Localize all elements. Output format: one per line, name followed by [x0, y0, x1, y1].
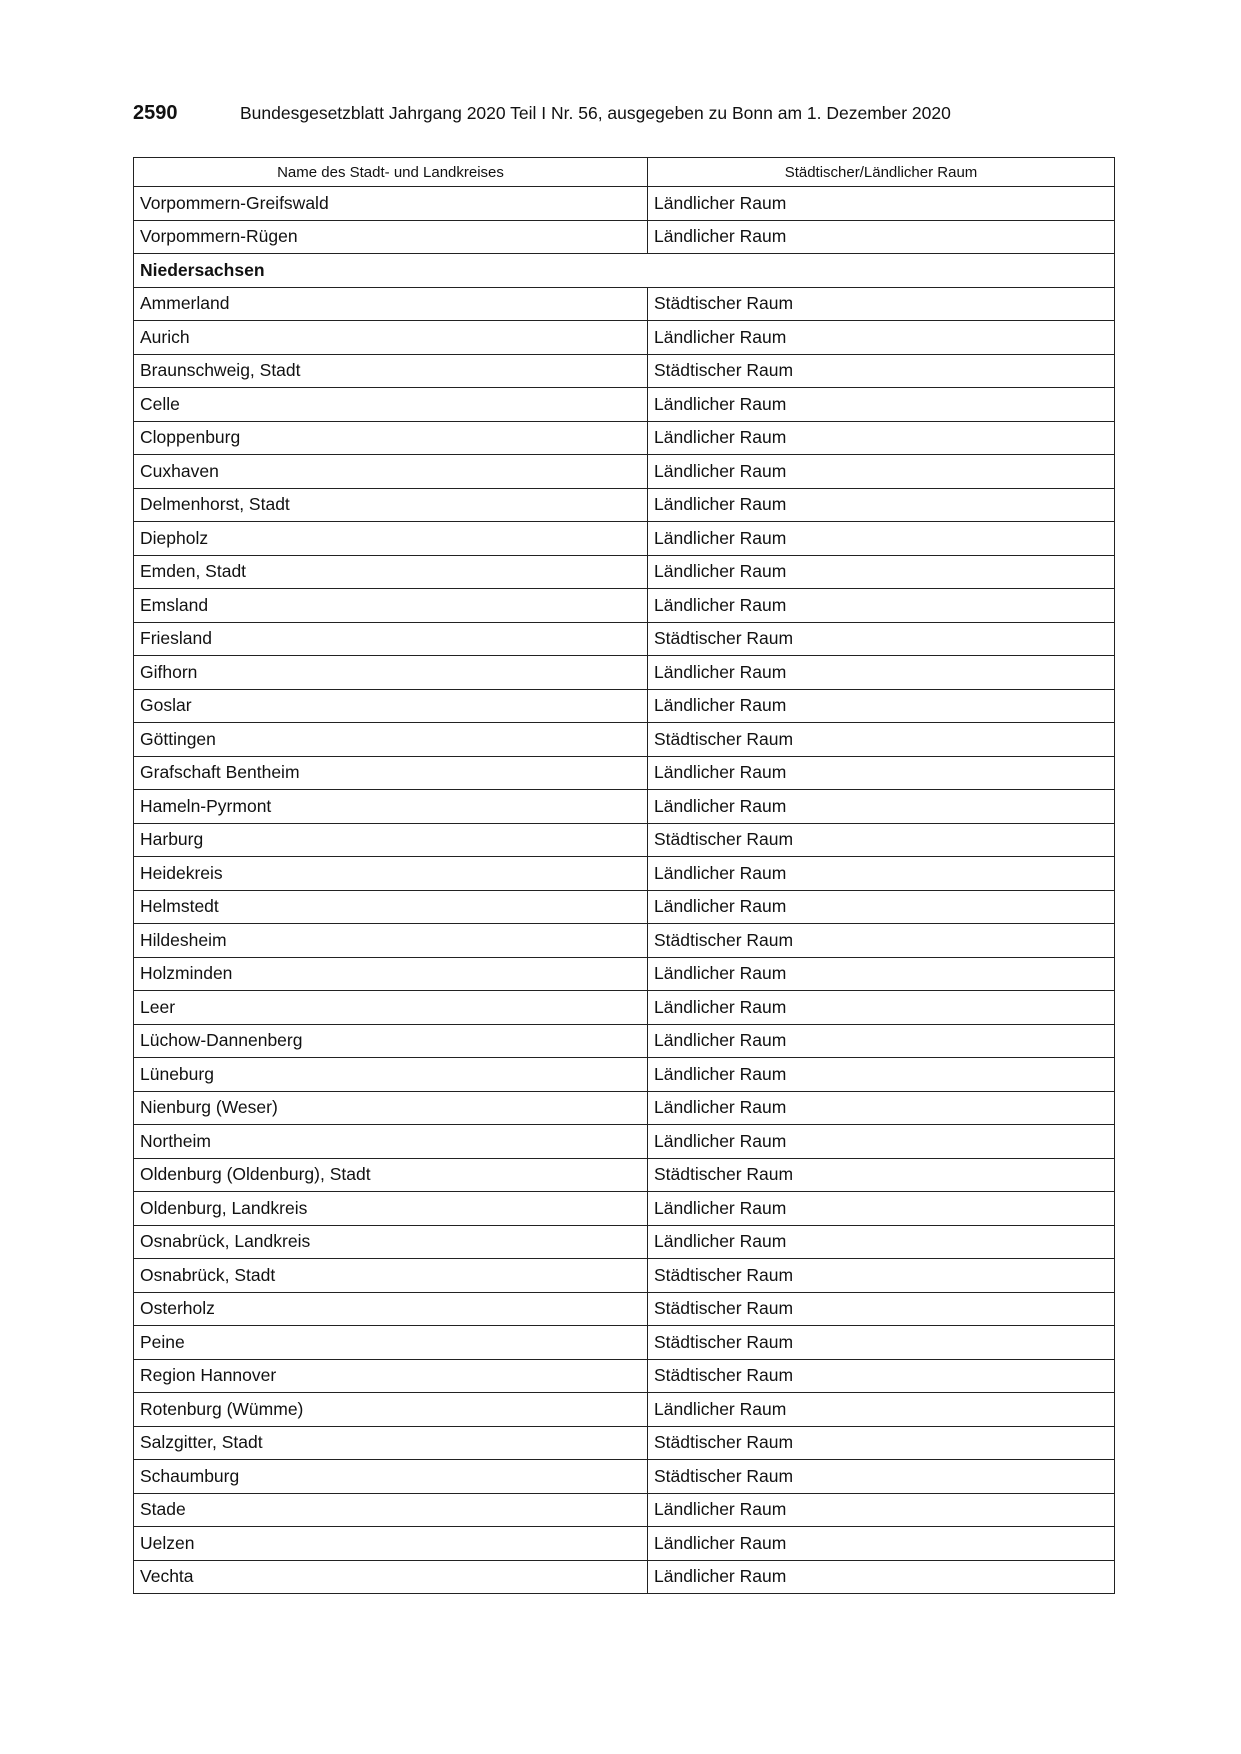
district-name-cell: Leer: [134, 991, 648, 1025]
district-name-cell: Peine: [134, 1326, 648, 1360]
area-type-cell: Städtischer Raum: [648, 924, 1115, 958]
district-name-cell: Nienburg (Weser): [134, 1091, 648, 1125]
table-row: [134, 656, 1115, 690]
area-type-cell: Ländlicher Raum: [648, 1560, 1115, 1594]
district-name-cell: Harburg: [134, 823, 648, 857]
area-type-cell: Ländlicher Raum: [648, 488, 1115, 522]
district-name-cell: Oldenburg (Oldenburg), Stadt: [134, 1158, 648, 1192]
district-name-cell: Delmenhorst, Stadt: [134, 488, 648, 522]
table-row: [134, 622, 1115, 656]
column-header-name: Name des Stadt- und Landkreises: [134, 158, 648, 187]
table-row: [134, 1426, 1115, 1460]
district-name-cell: Osterholz: [134, 1292, 648, 1326]
area-type-cell: Städtischer Raum: [648, 354, 1115, 388]
table-row: [134, 1527, 1115, 1561]
area-type-cell: Städtischer Raum: [648, 287, 1115, 321]
area-type-cell: Städtischer Raum: [648, 1259, 1115, 1293]
table-row: [134, 689, 1115, 723]
district-name-cell: Osnabrück, Landkreis: [134, 1225, 648, 1259]
area-type-cell: Ländlicher Raum: [648, 455, 1115, 489]
table-row: [134, 1259, 1115, 1293]
table-row: [134, 522, 1115, 556]
table-row: [134, 187, 1115, 221]
table-row: [134, 957, 1115, 991]
district-name-cell: Hameln-Pyrmont: [134, 790, 648, 824]
district-name-cell: Diepholz: [134, 522, 648, 556]
table-row: [134, 321, 1115, 355]
district-name-cell: Northeim: [134, 1125, 648, 1159]
district-name-cell: Osnabrück, Stadt: [134, 1259, 648, 1293]
area-type-cell: Ländlicher Raum: [648, 522, 1115, 556]
area-type-cell: Städtischer Raum: [648, 1359, 1115, 1393]
table-row: [134, 287, 1115, 321]
table-row: [134, 220, 1115, 254]
table-row: [134, 723, 1115, 757]
table-row: [134, 421, 1115, 455]
district-name-cell: Friesland: [134, 622, 648, 656]
area-type-cell: Ländlicher Raum: [648, 589, 1115, 623]
area-type-cell: Ländlicher Raum: [648, 1091, 1115, 1125]
district-name-cell: Emsland: [134, 589, 648, 623]
area-type-cell: Ländlicher Raum: [648, 656, 1115, 690]
area-type-cell: Ländlicher Raum: [648, 1527, 1115, 1561]
district-name-cell: Rotenburg (Wümme): [134, 1393, 648, 1427]
area-type-cell: Ländlicher Raum: [648, 220, 1115, 254]
table-row: [134, 756, 1115, 790]
table-row: [134, 1393, 1115, 1427]
area-type-cell: Städtischer Raum: [648, 1326, 1115, 1360]
district-name-cell: Braunschweig, Stadt: [134, 354, 648, 388]
area-type-cell: Ländlicher Raum: [648, 1058, 1115, 1092]
area-type-cell: Ländlicher Raum: [648, 1024, 1115, 1058]
group-label: Niedersachsen: [134, 254, 1115, 288]
district-name-cell: Vechta: [134, 1560, 648, 1594]
area-type-cell: Ländlicher Raum: [648, 187, 1115, 221]
table-row: [134, 790, 1115, 824]
area-type-cell: Städtischer Raum: [648, 1460, 1115, 1494]
district-name-cell: Holzminden: [134, 957, 648, 991]
area-type-cell: Städtischer Raum: [648, 1426, 1115, 1460]
district-name-cell: Lüchow-Dannenberg: [134, 1024, 648, 1058]
table-row: [134, 455, 1115, 489]
table-row: [134, 1125, 1115, 1159]
table-row: [134, 1560, 1115, 1594]
area-type-cell: Städtischer Raum: [648, 1158, 1115, 1192]
area-type-cell: Ländlicher Raum: [648, 857, 1115, 891]
district-name-cell: Vorpommern-Rügen: [134, 220, 648, 254]
district-name-cell: Heidekreis: [134, 857, 648, 891]
page-number: 2590: [133, 102, 178, 124]
table-row: [134, 1460, 1115, 1494]
table-body: [134, 187, 1115, 1594]
district-name-cell: Salzgitter, Stadt: [134, 1426, 648, 1460]
table-header-row: [134, 158, 1115, 187]
district-name-cell: Emden, Stadt: [134, 555, 648, 589]
district-name-cell: Cloppenburg: [134, 421, 648, 455]
district-name-cell: Grafschaft Bentheim: [134, 756, 648, 790]
table-row: [134, 1359, 1115, 1393]
area-type-cell: Ländlicher Raum: [648, 756, 1115, 790]
district-name-cell: Lüneburg: [134, 1058, 648, 1092]
area-type-cell: Ländlicher Raum: [648, 1225, 1115, 1259]
district-name-cell: Ammerland: [134, 287, 648, 321]
district-name-cell: Stade: [134, 1493, 648, 1527]
table-row: [134, 1091, 1115, 1125]
table-row: [134, 1326, 1115, 1360]
area-type-cell: Ländlicher Raum: [648, 1493, 1115, 1527]
table-row: [134, 1292, 1115, 1326]
area-type-cell: Städtischer Raum: [648, 622, 1115, 656]
district-name-cell: Region Hannover: [134, 1359, 648, 1393]
area-type-cell: Städtischer Raum: [648, 723, 1115, 757]
area-type-cell: Ländlicher Raum: [648, 1192, 1115, 1226]
table-row: [134, 1192, 1115, 1226]
area-type-cell: Ländlicher Raum: [648, 388, 1115, 422]
area-type-cell: Ländlicher Raum: [648, 1393, 1115, 1427]
area-type-cell: Ländlicher Raum: [648, 321, 1115, 355]
table-row: [134, 1024, 1115, 1058]
district-name-cell: Celle: [134, 388, 648, 422]
area-type-cell: Städtischer Raum: [648, 823, 1115, 857]
area-type-cell: Ländlicher Raum: [648, 991, 1115, 1025]
area-type-cell: Ländlicher Raum: [648, 890, 1115, 924]
page-header: [133, 100, 1113, 126]
district-name-cell: Goslar: [134, 689, 648, 723]
table-row: [134, 924, 1115, 958]
area-type-cell: Ländlicher Raum: [648, 790, 1115, 824]
table-row: [134, 1493, 1115, 1527]
table-row: [134, 991, 1115, 1025]
table-row: [134, 1225, 1115, 1259]
area-type-cell: Ländlicher Raum: [648, 689, 1115, 723]
area-type-cell: Ländlicher Raum: [648, 957, 1115, 991]
table-row: [134, 589, 1115, 623]
table-row: [134, 823, 1115, 857]
area-type-cell: Ländlicher Raum: [648, 1125, 1115, 1159]
table-row: [134, 555, 1115, 589]
district-name-cell: Aurich: [134, 321, 648, 355]
table-row: [134, 1058, 1115, 1092]
table-row: [134, 1158, 1115, 1192]
district-name-cell: Hildesheim: [134, 924, 648, 958]
district-name-cell: Oldenburg, Landkreis: [134, 1192, 648, 1226]
column-header-area-type: Städtischer/Ländlicher Raum: [648, 158, 1115, 187]
district-name-cell: Vorpommern-Greifswald: [134, 187, 648, 221]
area-type-cell: Ländlicher Raum: [648, 555, 1115, 589]
table-row: [134, 488, 1115, 522]
running-head: Bundesgesetzblatt Jahrgang 2020 Teil I Nr. 56, ausgegeben zu Bonn am 1. Dezember 2020: [240, 103, 951, 123]
table-row: [134, 857, 1115, 891]
district-name-cell: Schaumburg: [134, 1460, 648, 1494]
district-table: [133, 157, 1115, 1594]
area-type-cell: Städtischer Raum: [648, 1292, 1115, 1326]
district-name-cell: Göttingen: [134, 723, 648, 757]
group-header-row: [134, 254, 1115, 288]
table-row: [134, 388, 1115, 422]
district-name-cell: Helmstedt: [134, 890, 648, 924]
district-name-cell: Uelzen: [134, 1527, 648, 1561]
district-name-cell: Gifhorn: [134, 656, 648, 690]
table-row: [134, 354, 1115, 388]
table-row: [134, 890, 1115, 924]
district-name-cell: Cuxhaven: [134, 455, 648, 489]
area-type-cell: Ländlicher Raum: [648, 421, 1115, 455]
